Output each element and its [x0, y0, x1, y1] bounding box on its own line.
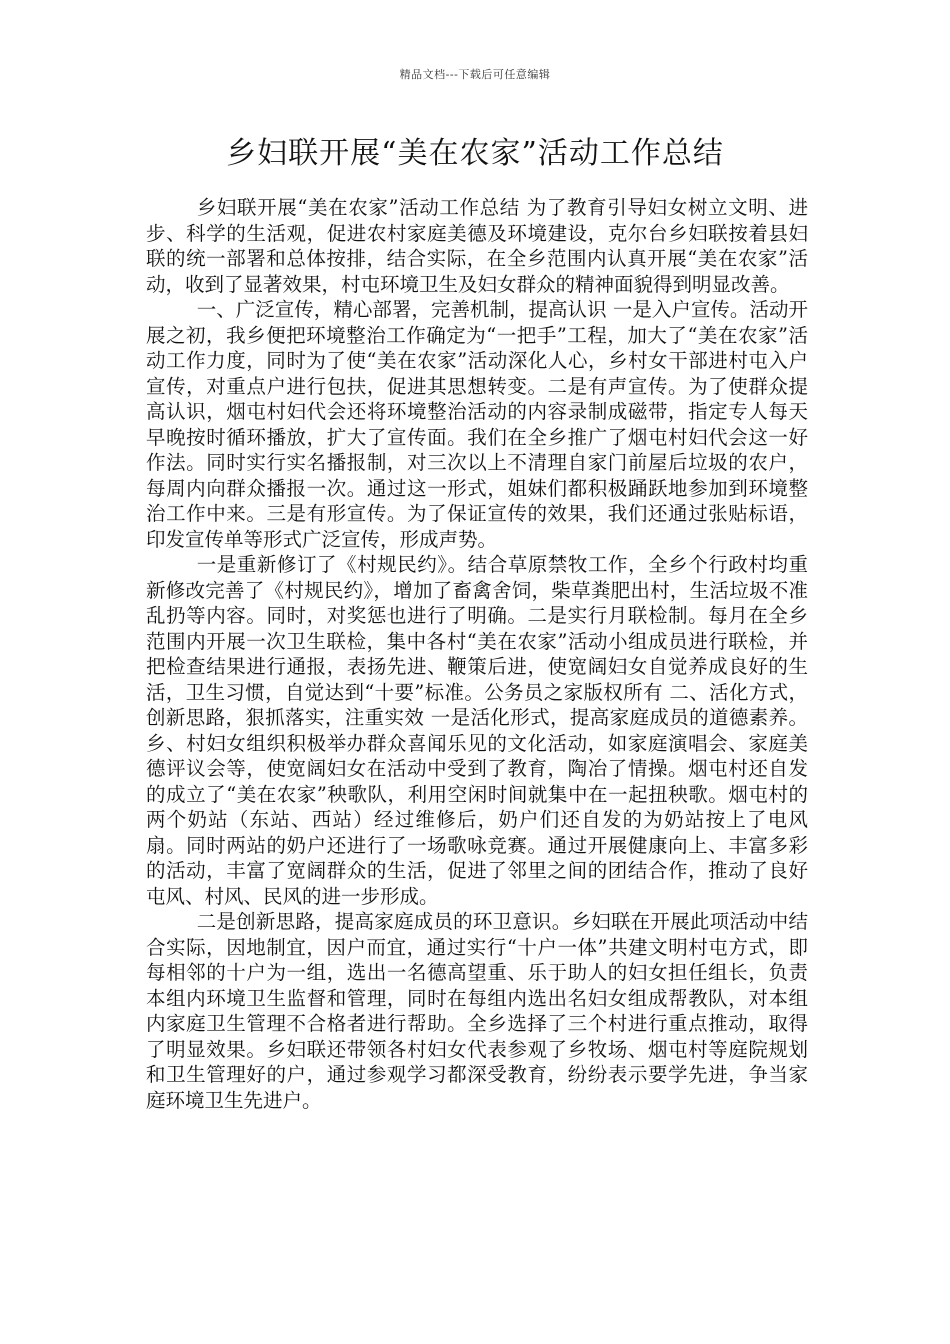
document-title: 乡妇联开展“美在农家”活动工作总结 [226, 136, 724, 171]
paragraph-innovation: 二是创新思路，提高家庭成员的环卫意识。乡妇联在开展此项活动中结合实际，因地制宜，因户而宜，通过实行“十户一体”共建文明村屯方式，即每相邻的十户为一组，选出一名德高望重、乐于助人的妇女担任组长，负责本组内环境卫生监督和管理，同时在每组内选出名妇女组成帮教队，对本组内家庭卫生管理不合格者进行帮助。全乡选择了三个村进行重点推动，取得了明显效果。乡妇联还带领各村妇女代表参观了乡牧场、烟屯村等庭院规划和卫生管理好的户，通过参观学习都深受教育，纷纷表示要学先进，争当家庭环境卫生先进户。 [146, 910, 808, 1112]
header-note: 精品文档---下载后可任意编辑 [399, 68, 551, 81]
paragraph-intro: 乡妇联开展“美在农家”活动工作总结 为了教育引导妇女树立文明、进步、科学的生活观，促进农村家庭美德及环境建设，克尔台乡妇联按着县妇联的统一部署和总体按排，结合实际，在全乡范围内认真开展“美在农家”活动，收到了显著效果，村屯环境卫生及妇女群众的精神面貌得到明显改善。 [146, 196, 808, 296]
document-body [146, 195, 808, 1113]
paragraph-rules-and-activities: 一是重新修订了《村规民约》。结合草原禁牧工作，全乡个行政村均重新修改完善了《村规民约》，增加了畜禽舍饲，柴草粪肥出村，生活垃圾不准乱扔等内容。同时，对奖惩也进行了明确。二是实行月联检制。每月在全乡范围内开展一次卫生联检，集中各村“美在农家”活动小组成员进行联检，并把检查结果进行通报，表扬先进、鞭策后进，使宽阔妇女自觉养成良好的生活，卫生习惯，自觉达到“十要”标准。公务员之家版权所有 二、活化方式，创新思路，狠抓落实，注重实效 一是活化形式，提高家庭成员的道德素养。乡、村妇女组织积极举办群众喜闻乐见的文化活动，如家庭演唱会、家庭美德评议会等，使宽阔妇女在活动中受到了教育，陶冶了情操。烟屯村还自发的成立了“美在农家”秧歌队，利用空闲时间就集中在一起扭秧歌。烟屯村的两个奶站（东站、西站）经过维修后，奶户们还自发的为奶站按上了电风扇。同时两站的奶户还进行了一场歌咏竞赛。通过开展健康向上、丰富多彩的活动，丰富了宽阔群众的生活，促进了邻里之间的团结合作，推动了良好屯风、村风、民风的进一步形成。 [146, 553, 808, 908]
paragraph-publicity: 一、广泛宣传，精心部署，完善机制，提高认识 一是入户宣传。活动开展之初，我乡便把环境整治工作确定为“一把手”工程，加大了“美在农家”活动工作力度，同时为了使“美在农家”活动深化人心，乡村女干部进村屯入户宣传，对重点户进行包扶，促进其思想转变。二是有声宣传。为了使群众提高认识，烟屯村妇代会还将环境整治活动的内容录制成磁带，指定专人每天早晚按时循环播放，扩大了宣传面。我们在全乡推广了烟屯村妇代会这一好作法。同时实行实名播报制，对三次以上不清理自家门前屋后垃圾的农户，每周内向群众播报一次。通过这一形式，姐妹们都积极踊跃地参加到环境整治工作中来。三是有形宣传。为了保证宣传的效果，我们还通过张贴标语，印发宣传单等形式广泛宣传，形成声势。 [146, 298, 808, 551]
